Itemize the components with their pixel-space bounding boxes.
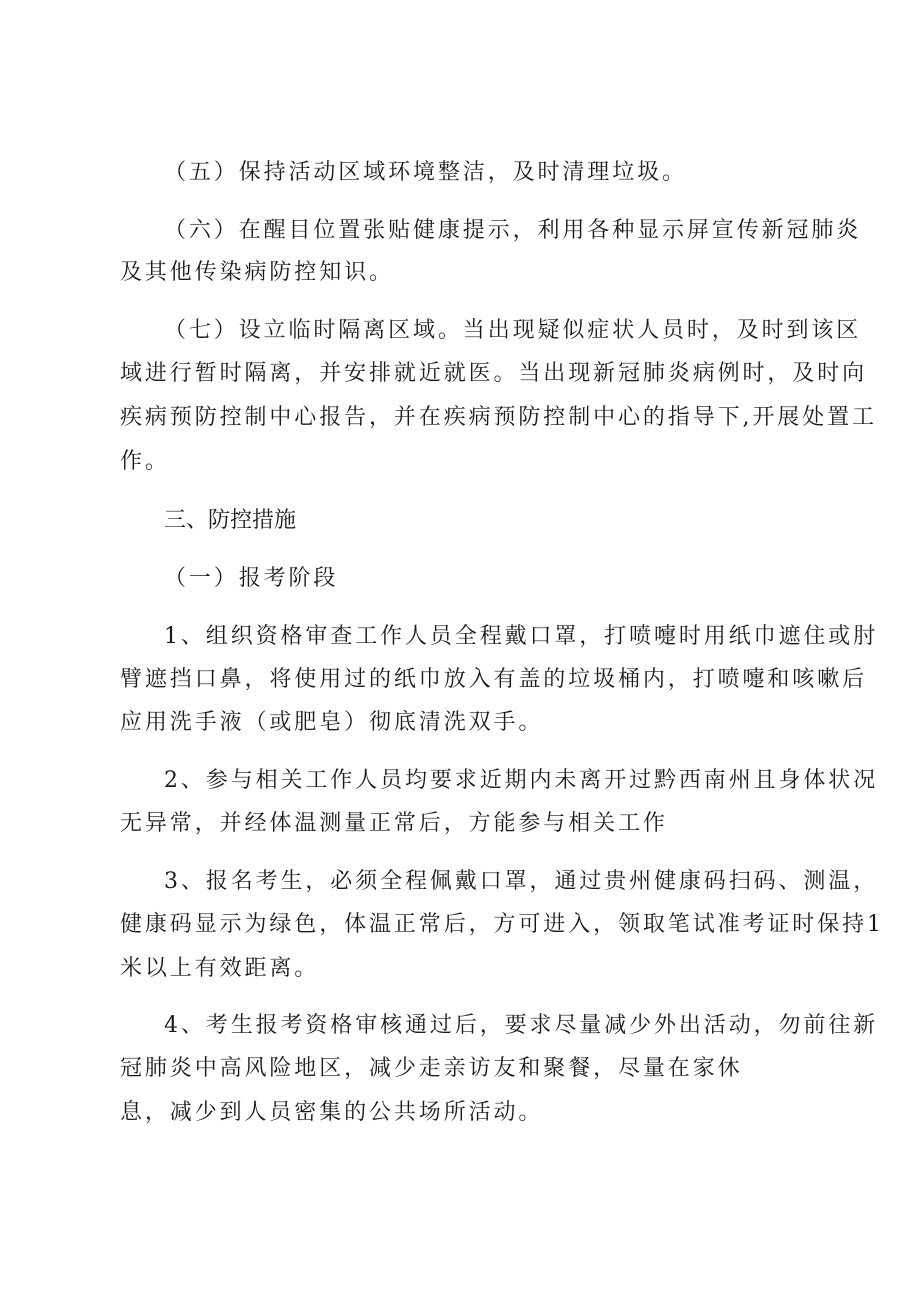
section-heading: 三、防控措施	[164, 508, 297, 533]
item-1-line-1: 1、组织资格审查工作人员全程戴口罩，打喷嚏时用纸巾遮住或肘	[164, 624, 879, 649]
paragraph-6-line-2: 及其他传染病防控知识。	[120, 260, 394, 285]
item-4-line-3: 息，减少到人员密集的公共场所活动。	[120, 1100, 544, 1125]
paragraph-7-line-2: 域进行暂时隔离，并安排就近就医。当出现新冠肺炎病例时，及时向	[120, 361, 868, 386]
subsection-title: （一）报考阶段	[164, 566, 339, 591]
paragraph-6-line-1: （六）在醒目位置张贴健康提示，利用各种显示屏宣传新冠肺炎	[164, 218, 862, 243]
paragraph-7-line-4: 作。	[120, 449, 170, 474]
paragraph-5-line-1: （五）保持活动区域环境整洁，及时清理垃圾。	[164, 160, 687, 185]
item-4-line-1: 4、考生报考资格审核通过后，要求尽量减少外出活动，勿前往新	[164, 1013, 879, 1038]
item-1-line-2: 臂遮挡口鼻，将使用过的纸巾放入有盖的垃圾桶内，打喷嚏和咳嗽后	[120, 667, 868, 692]
paragraph-7-line-3: 疾病预防控制中心报告，并在疾病预防控制中心的指导下,开展处置工	[120, 405, 877, 430]
item-3-line-3: 米以上有效距离。	[120, 956, 320, 981]
item-3-line-1: 3、报名考生，必须全程佩戴口罩，通过贵州健康码扫码、测温，	[164, 869, 879, 894]
item-2-line-2: 无异常，并经体温测量正常后，方能参与相关工作	[120, 811, 668, 836]
item-2-line-1: 2、参与相关工作人员均要求近期内未离开过黔西南州且身体状况	[164, 768, 879, 793]
item-4-line-2: 冠肺炎中高风险地区，减少走亲访友和聚餐，尽量在家休	[120, 1056, 743, 1081]
item-3-line-2: 健康码显示为绿色，体温正常后，方可进入，领取笔试准考证时保持1	[120, 912, 884, 937]
paragraph-7-line-1: （七）设立临时隔离区域。当出现疑似症状人员时，及时到该区	[164, 318, 862, 343]
item-1-line-3: 应用洗手液（或肥皂）彻底清洗双手。	[120, 710, 544, 735]
